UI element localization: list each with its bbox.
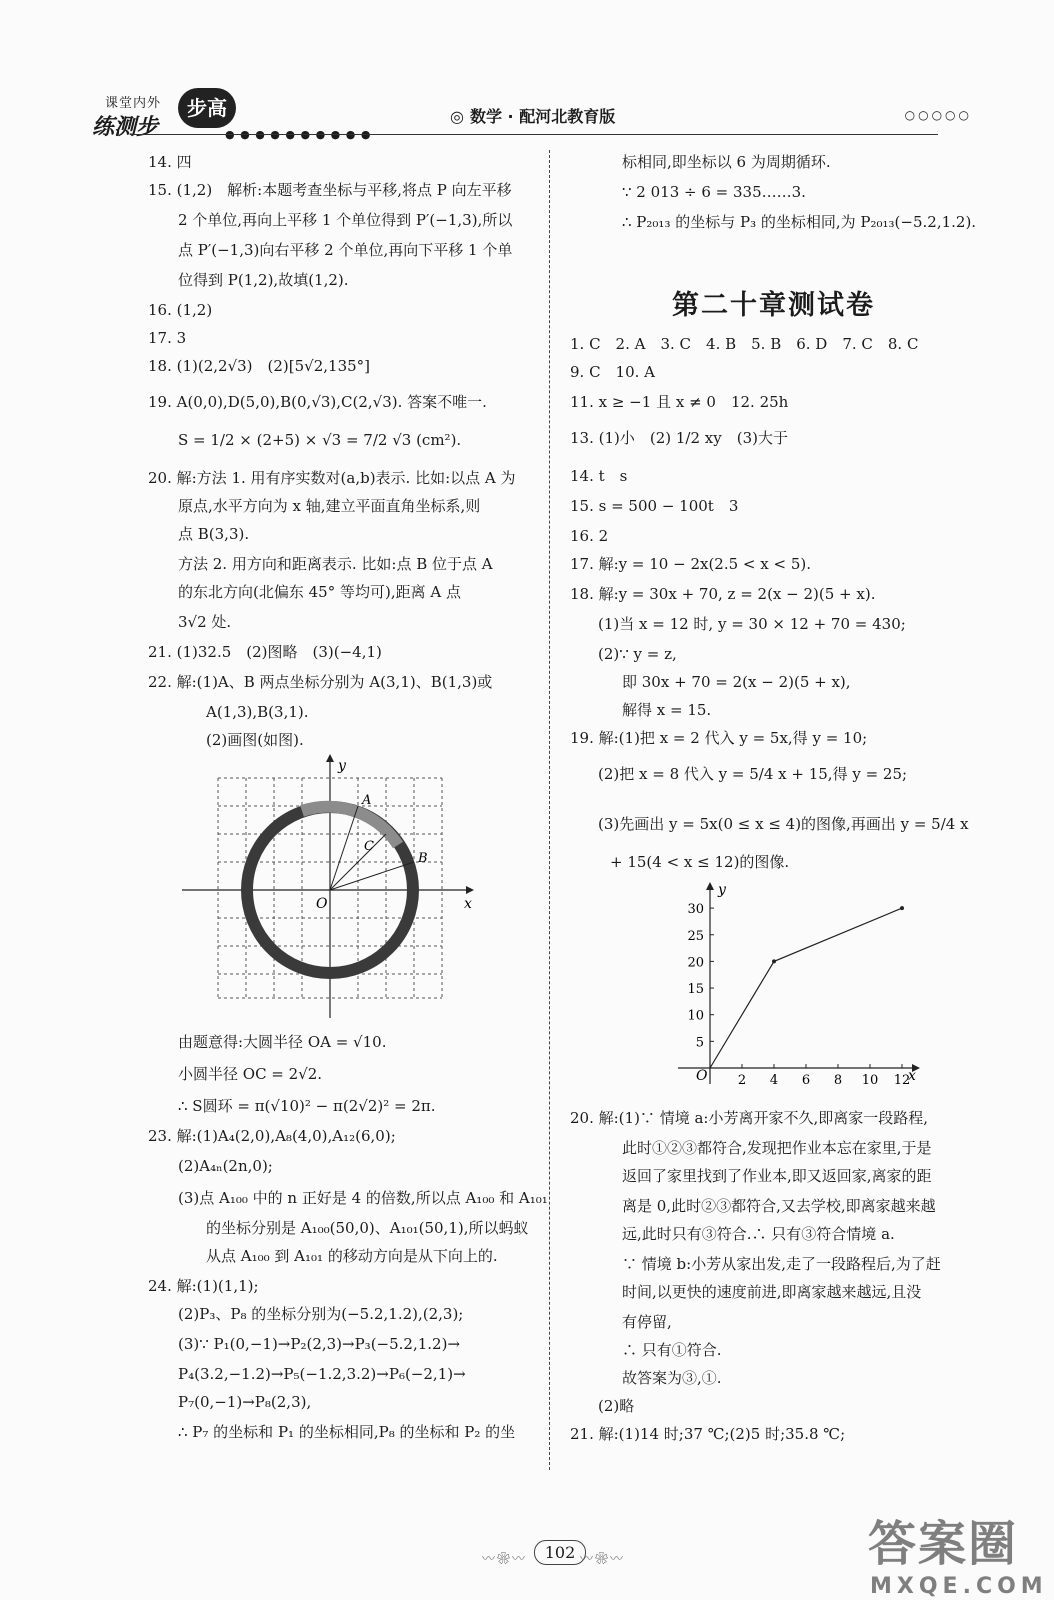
answer-line: (3)∵ P₁(0,−1)→P₂(2,3)→P₃(−5.2,1.2)→ — [178, 1335, 461, 1353]
answer-line: 17. 3 — [148, 329, 187, 347]
answer-line: ∴ P₇ 的坐标和 P₁ 的坐标相同,P₈ 的坐标和 P₂ 的坐 — [178, 1423, 516, 1441]
footer-ornament-left: 〰❀〰 — [482, 1552, 528, 1567]
chart-x-tick-label: 6 — [801, 1073, 811, 1088]
answer-line: A(1,3),B(3,1). — [206, 703, 309, 721]
segment-oa — [330, 806, 358, 890]
answer-line: 15. s = 500 − 100t 3 — [570, 497, 739, 515]
chart-series-line — [710, 908, 902, 1068]
origin-label: O — [316, 896, 328, 912]
answer-line: (1)当 x = 12 时, y = 30 × 12 + 70 = 430; — [598, 615, 906, 633]
answer-line: (2)∵ y = z, — [598, 645, 677, 663]
footer-ornament-right: 〰❀〰 — [580, 1552, 626, 1567]
answer-line: 3√2 处. — [178, 613, 232, 631]
answer-line: 21. (1)32.5 (2)图略 (3)(−4,1) — [148, 643, 382, 661]
watermark-url: MXQE.COM — [870, 1574, 1048, 1599]
answer-line: 18. (1)(2,2√3) (2)[5√2,135°] — [148, 357, 371, 375]
chart-x-tick-label: 4 — [769, 1073, 779, 1088]
answer-line: 20. 解:(1)∵ 情境 a:小芳离开家不久,即离家一段路程, — [570, 1109, 928, 1127]
answer-line: ∵ 2 013 ÷ 6 = 335……3. — [622, 183, 806, 201]
answer-line: 21. 解:(1)14 时;37 ℃;(2)5 时;35.8 ℃; — [570, 1425, 846, 1443]
column-divider — [549, 150, 550, 1470]
y-axis-arrow — [326, 754, 334, 762]
answer-line: 位得到 P(1,2),故填(1,2). — [178, 271, 349, 289]
chart-axis-label-x: x — [908, 1068, 916, 1084]
chart-y-tick-label: 15 — [687, 982, 704, 998]
chart-x-tick-label: 10 — [861, 1073, 879, 1088]
chapter-title: 第二十章测试卷 — [672, 290, 875, 321]
chart-data-point — [900, 906, 904, 910]
point-label-b: B — [418, 851, 428, 866]
answer-line: 点 P′(−1,3)向右平移 2 个单位,再向下平移 1 个单 — [178, 241, 513, 259]
answer-line: P₄(3.2,−1.2)→P₅(−1.2,3.2)→P₆(−2,1)→ — [178, 1365, 466, 1383]
segment-ob — [330, 862, 414, 890]
answer-line: 19. 解:(1)把 x = 2 代入 y = 5x,得 y = 10; — [570, 729, 868, 747]
answer-line: 从点 A₁₀₀ 到 A₁₀₁ 的移动方向是从下向上的. — [206, 1247, 498, 1265]
page-number: 102 — [534, 1540, 587, 1565]
answer-line: 19. A(0,0),D(5,0),B(0,√3),C(2,√3). 答案不唯一. — [148, 393, 487, 411]
answer-line: 18. 解:y = 30x + 70, z = 2(x − 2)(5 + x). — [570, 585, 876, 603]
answer-line: 点 B(3,3). — [178, 525, 250, 543]
answer-line: (2)画图(如图). — [206, 731, 304, 749]
answer-line: 14. 四 — [148, 153, 192, 171]
answer-line: 20. 解:方法 1. 用有序实数对(a,b)表示. 比如:以点 A 为 — [148, 469, 516, 487]
chart-axis-label-y: y — [718, 882, 726, 898]
answer-line: S = 1/2 × (2+5) × √3 = 7/2 √3 (cm²). — [178, 431, 462, 449]
book-title-text: 数学 · 配河北教育版 — [469, 107, 616, 126]
axis-label-x: x — [464, 896, 472, 912]
answer-line: 离是 0,此时②③都符合,又去学校,即离家越来越 — [622, 1197, 936, 1215]
x-axis-arrow — [466, 886, 474, 894]
answer-line: 14. t s — [570, 467, 628, 485]
answer-line: 11. x ≥ −1 且 x ≠ 0 12. 25h — [570, 393, 789, 411]
answer-line: 有停留, — [622, 1313, 672, 1331]
answer-line: (2)略 — [598, 1397, 635, 1415]
answer-line: 23. 解:(1)A₄(2,0),A₈(4,0),A₁₂(6,0); — [148, 1127, 396, 1145]
answer-line: 22. 解:(1)A、B 两点坐标分别为 A(3,1)、B(1,3)或 — [148, 673, 493, 691]
header-dot-row: ● ● ● ● ● ● ● ● ● ● — [225, 128, 372, 141]
title-mark-icon: ◎ — [450, 107, 464, 126]
chart-origin-label: O — [696, 1068, 708, 1084]
answer-line: 标相同,即坐标以 6 为周期循环. — [622, 153, 831, 171]
answer-line: 的东北方向(北偏东 45° 等均可),距离 A 点 — [178, 583, 461, 601]
ring-highlight — [302, 807, 398, 845]
answer-line: (3)先画出 y = 5x(0 ≤ x ≤ 4)的图像,再画出 y = 5/4 x — [598, 815, 969, 833]
point-label-a: A — [362, 793, 372, 808]
answer-line: 即 30x + 70 = 2(x − 2)(5 + x), — [622, 673, 851, 691]
answer-line: 原点,水平方向为 x 轴,建立平面直角坐标系,则 — [178, 497, 481, 515]
chart-y-tick-label: 20 — [687, 955, 704, 971]
answer-line: P₇(0,−1)→P₈(2,3), — [178, 1393, 312, 1411]
answer-line: (2)P₃、P₈ 的坐标分别为(−5.2,1.2),(2,3); — [178, 1305, 464, 1323]
book-title — [450, 104, 615, 127]
chart-y-axis-arrow — [706, 882, 714, 890]
chart-y-tick-label: 30 — [687, 902, 704, 918]
point-label-c: C — [364, 839, 374, 854]
answer-line: 远,此时只有③符合.∴ 只有③符合情境 a. — [622, 1225, 895, 1243]
answer-line: ∴ P₂₀₁₃ 的坐标与 P₃ 的坐标相同,为 P₂₀₁₃(−5.2,1.2). — [622, 213, 977, 231]
chart-data-point — [772, 959, 776, 963]
chart-x-tick-label: 8 — [833, 1073, 843, 1088]
axis-label-y: y — [338, 758, 346, 774]
answer-line: 故答案为③,①. — [622, 1369, 722, 1387]
answer-line: 由题意得:大圆半径 OA = √10. — [178, 1033, 387, 1051]
answer-line: 小圆半径 OC = 2√2. — [178, 1065, 323, 1083]
chart-x-tick-label: 2 — [737, 1073, 747, 1088]
chart-y-tick-label: 10 — [687, 1008, 704, 1024]
answer-line: 9. C 10. A — [570, 363, 656, 381]
brand-subtitle: 课堂内外 — [105, 96, 162, 111]
answer-line: ∴ S圆环 = π(√10)² − π(2√2)² = 2π. — [178, 1097, 436, 1115]
answer-line: 13. (1)小 (2) 1/2 xy (3)大于 — [570, 429, 788, 447]
brand-logo-badge: 步高 — [178, 88, 236, 128]
answer-line: 15. (1,2) 解析:本题考查坐标与平移,将点 P 向左平移 — [148, 181, 512, 199]
corner-dots: ○○○○○ — [904, 108, 972, 122]
answer-line: 的坐标分别是 A₁₀₀(50,0)、A₁₀₁(50,1),所以蚂蚁 — [206, 1219, 529, 1237]
chart-x-tick-label: 12 — [893, 1073, 911, 1088]
answer-line: 解得 x = 15. — [622, 701, 712, 719]
chart-y-tick-label: 5 — [695, 1035, 704, 1051]
circle-ring-figure — [170, 752, 490, 1024]
function-graph-chart — [660, 880, 930, 1090]
answer-line: 2 个单位,再向上平移 1 个单位得到 P′(−1,3),所以 — [178, 211, 513, 229]
answer-line: 17. 解:y = 10 − 2x(2.5 < x < 5). — [570, 555, 811, 573]
answer-line: ∴ 只有①符合. — [622, 1341, 722, 1359]
answer-line: ∵ 情境 b:小芳从家出发,走了一段路程后,为了赶 — [622, 1255, 941, 1273]
answer-line: + 15(4 < x ≤ 12)的图像. — [610, 853, 790, 871]
page-header — [0, 0, 1054, 150]
brand-logo-text: 练测步 — [92, 114, 159, 140]
watermark-logo-text: 答案圈 — [868, 1516, 1019, 1572]
answer-line: 16. 2 — [570, 527, 609, 545]
answer-line: 1. C 2. A 3. C 4. B 5. B 6. D 7. C 8. C — [570, 335, 919, 353]
answer-line: 方法 2. 用方向和距离表示. 比如:点 B 位于点 A — [178, 555, 493, 573]
answer-line: 16. (1,2) — [148, 301, 213, 319]
answer-line: (3)点 A₁₀₀ 中的 n 正好是 4 的倍数,所以点 A₁₀₀ 和 A₁₀₁ — [178, 1189, 548, 1207]
answer-line: (2)把 x = 8 代入 y = 5/4 x + 15,得 y = 25; — [598, 765, 908, 783]
answer-line: 时间,以更快的速度前进,即离家越来越远,且没 — [622, 1283, 922, 1301]
answer-line: 24. 解:(1)(1,1); — [148, 1277, 259, 1295]
answer-line: 返回了家里找到了作业本,即又返回家,离家的距 — [622, 1167, 932, 1185]
watermark — [868, 1505, 1048, 1599]
header-rule — [130, 134, 938, 135]
answer-line: (2)A₄ₙ(2n,0); — [178, 1157, 273, 1175]
chart-y-tick-label: 25 — [687, 928, 704, 944]
answer-line: 此时①②③都符合,发现把作业本忘在家里,于是 — [622, 1139, 932, 1157]
